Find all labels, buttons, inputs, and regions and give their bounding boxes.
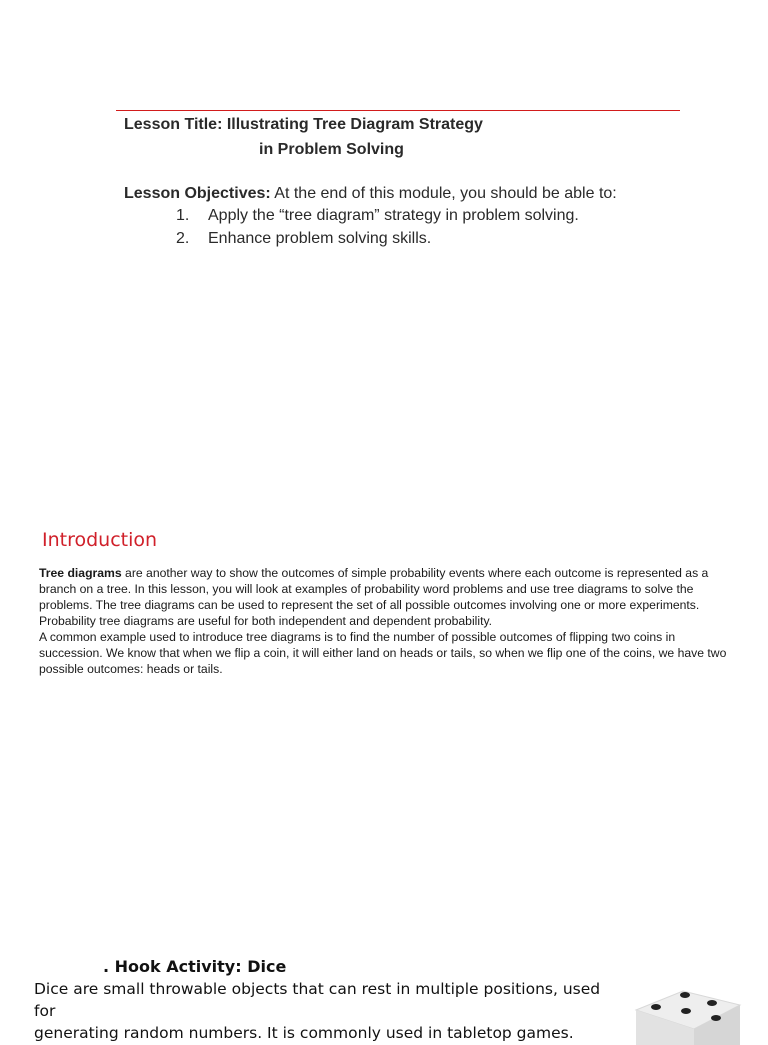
- introduction-para1: are another way to show the outcomes of simple probability events where each outcome is represented as a branch on a tree. In this lesson, you will look at examples of probability word problems and use tree diagrams to solve the problems. The tree diagrams can be used to represent the set of all possible outcomes involving one or more experiments. Probability tree diagrams are useful for both independent and dependent probability.: [39, 566, 709, 628]
- introduction-body: [39, 565, 729, 677]
- introduction-lead: Tree diagrams: [39, 566, 122, 580]
- objective-item: [176, 230, 431, 248]
- objective-text: Apply the “tree diagram” strategy in problem solving.: [208, 207, 579, 224]
- objective-number: 2.: [176, 230, 190, 247]
- hook-line1: Dice are small throwable objects that can rest in multiple positions, used for: [34, 980, 601, 1020]
- lesson-objectives: [124, 185, 617, 203]
- dice-image: [628, 985, 748, 1045]
- introduction-heading: Introduction: [42, 529, 158, 551]
- hook-line2: generating random numbers. It is commonly used in tabletop games.: [34, 1024, 574, 1042]
- lesson-title-line1: Lesson Title: Illustrating Tree Diagram Strategy: [124, 116, 483, 133]
- objective-text: Enhance problem solving skills.: [208, 230, 432, 247]
- objective-number: 1.: [176, 207, 190, 224]
- objectives-label: Lesson Objectives:: [124, 185, 271, 202]
- hook-activity-body: [34, 978, 614, 1044]
- hook-activity-heading: . Hook Activity: Dice: [103, 957, 287, 976]
- objectives-intro: At the end of this module, you should be able to:: [270, 185, 617, 202]
- objective-item: [176, 207, 579, 225]
- lesson-title-line2: in Problem Solving: [259, 141, 404, 158]
- header-rule: [116, 110, 680, 111]
- introduction-paragraph: [39, 565, 729, 629]
- introduction-para2: A common example used to introduce tree diagrams is to find the number of possible outcomes of flipping two coins in succession. We know that when we flip a coin, it will either land on heads or tails, so when we flip one of the coins, we have two possible outcomes: heads or tails.: [39, 630, 727, 676]
